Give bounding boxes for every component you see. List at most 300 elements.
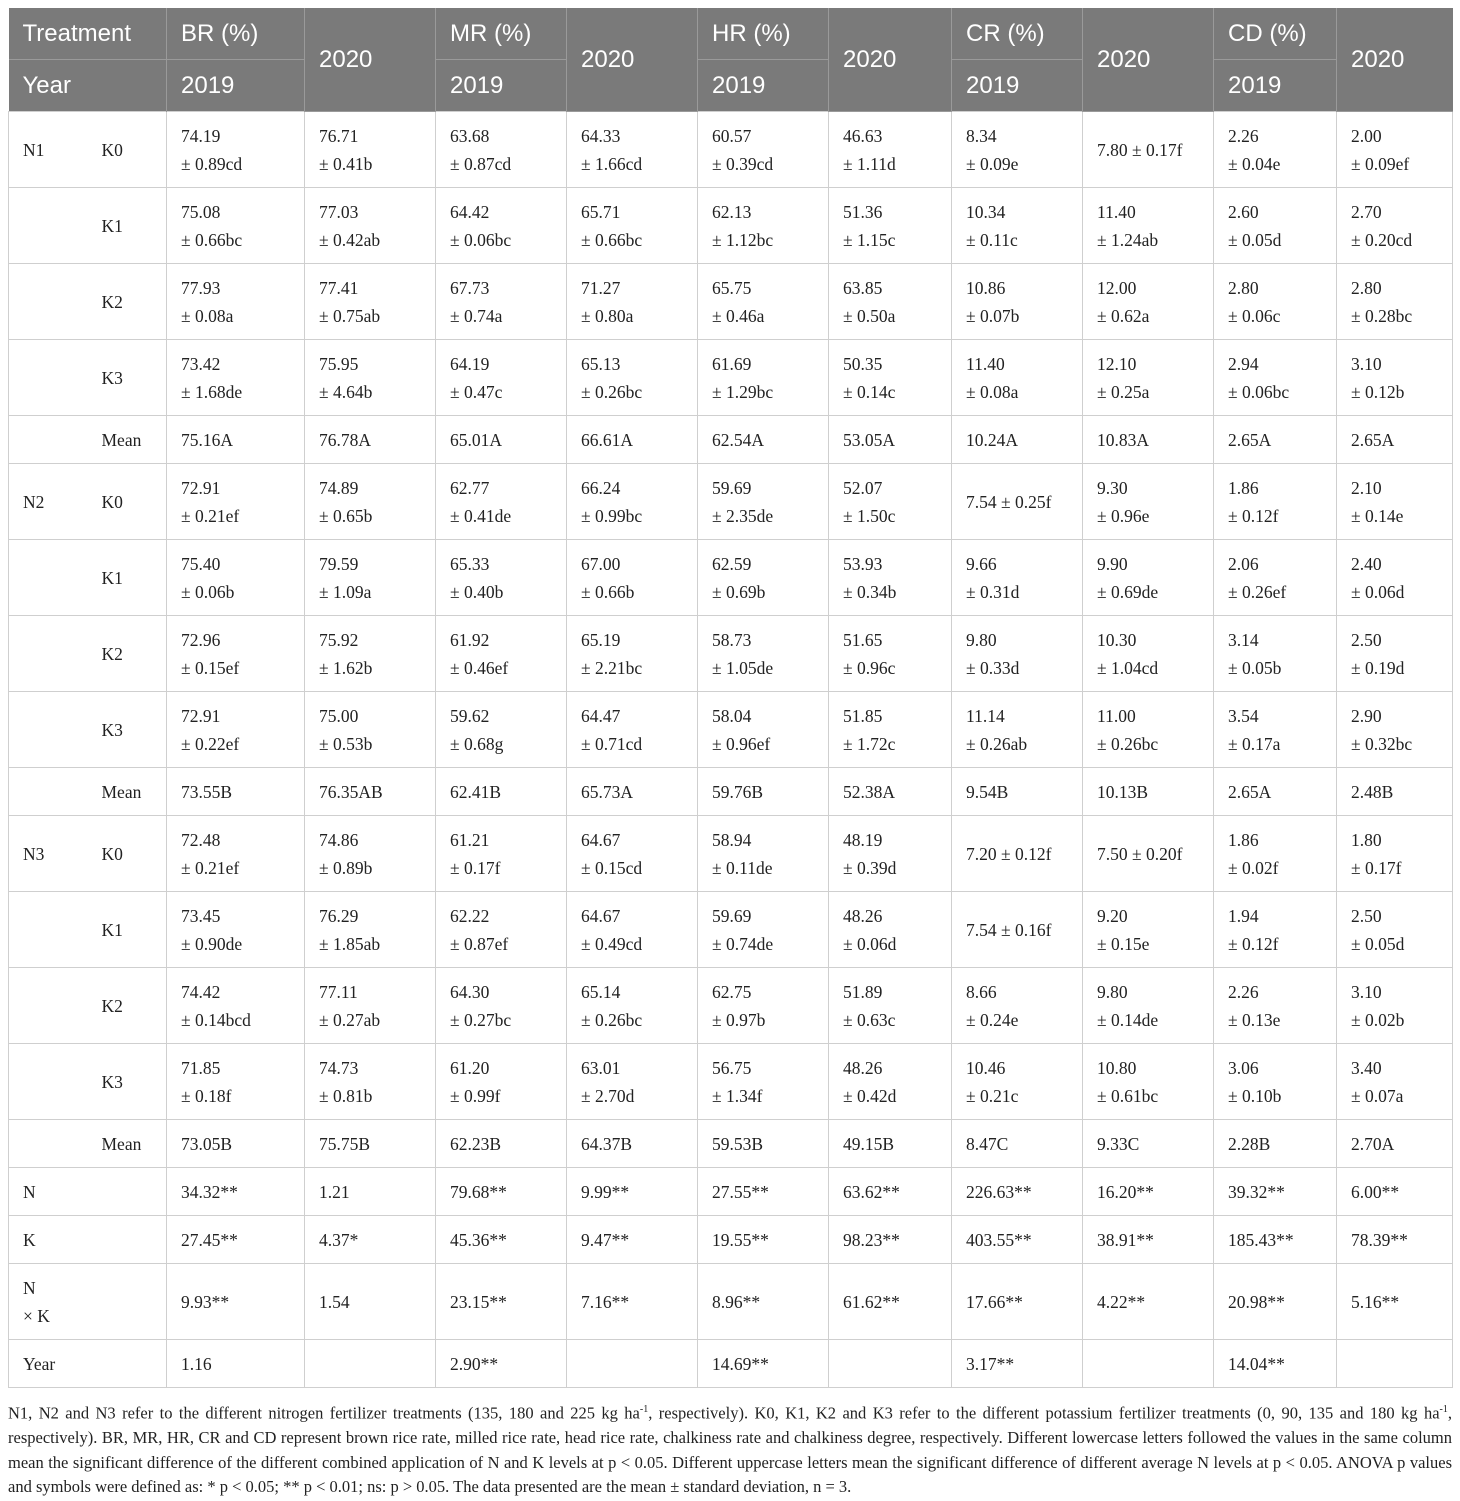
cell-deviation: ± 0.46a [712,305,765,326]
cell-value: 3.10 [1351,353,1382,374]
cell-value: 62.23B [450,1133,502,1154]
cell-value: 74.89 [319,477,359,498]
data-cell [829,1340,952,1388]
data-cell [167,968,305,1044]
cell-value: 2.00 [1351,125,1382,146]
data-cell [167,540,305,616]
data-cell [829,968,952,1044]
cell-deviation: ± 1.68de [181,381,243,402]
cell-deviation: ± 0.62a [1097,305,1150,326]
data-cell [952,616,1083,692]
data-cell [829,464,952,540]
data-cell [167,464,305,540]
data-cell [305,464,436,540]
cell-value: 8.96** [712,1291,761,1312]
table-row [9,892,1453,968]
cell-value: 185.43** [1228,1229,1294,1250]
cell-value: 2.48B [1351,781,1394,802]
data-cell [698,1044,829,1120]
row-treatment-n: Year [9,1340,88,1388]
table-footnote [8,1398,1452,1500]
cell-deviation: ± 0.15cd [581,857,643,878]
cell-deviation: ± 0.69de [1097,581,1159,602]
cell-value: 2.94 [1228,353,1259,374]
table-row [9,1340,1453,1388]
header-hr-2020: 2020 [829,8,952,112]
data-cell [1214,340,1337,416]
cell-value: 71.27 [581,277,621,298]
cell-deviation: ± 0.63c [843,1009,896,1030]
cell-value: 59.69 [712,905,752,926]
data-cell [952,264,1083,340]
data-cell [167,768,305,816]
cell-deviation: ± 1.24ab [1097,229,1159,250]
cell-value: 27.45** [181,1229,238,1250]
data-cell [567,112,698,188]
cell-deviation: ± 1.15c [843,229,896,250]
row-treatment-n [9,188,88,264]
table-row [9,416,1453,464]
cell-deviation: ± 0.89b [319,857,373,878]
table-row [9,1216,1453,1264]
cell-deviation: ± 0.26ab [966,733,1028,754]
cell-deviation: ± 0.06b [181,581,235,602]
cell-deviation: ± 0.22ef [181,733,240,754]
cell-value: 58.73 [712,629,752,650]
data-cell [952,1340,1083,1388]
cell-deviation: ± 0.14bcd [181,1009,251,1030]
data-cell [1337,616,1453,692]
header-mr-2019: 2019 [436,60,567,112]
data-cell [436,968,567,1044]
cell-value: 2.50 [1351,905,1382,926]
header-cd-2020: 2020 [1337,8,1453,112]
cell-value: 73.05B [181,1133,233,1154]
cell-value: 73.55B [181,781,233,802]
data-cell [829,1168,952,1216]
cell-value: 3.40 [1351,1057,1382,1078]
cell-value: 12.00 [1097,277,1137,298]
cell-deviation: ± 0.21ef [181,505,240,526]
data-cell [305,1120,436,1168]
data-cell [952,1044,1083,1120]
data-cell [167,1120,305,1168]
cell-value: 1.21 [319,1181,350,1202]
cell-value: 76.78A [319,429,372,450]
row-treatment-n: N [9,1168,88,1216]
cell-deviation: ± 0.39cd [712,153,774,174]
cell-deviation: ± 1.50c [843,505,896,526]
data-cell [1083,816,1214,892]
row-treatment-n [9,892,88,968]
table-row [9,1264,1453,1340]
header-br-2020: 2020 [305,8,436,112]
cell-value: 75.08 [181,201,221,222]
data-cell [305,340,436,416]
data-cell [698,816,829,892]
table-row [9,816,1453,892]
row-treatment-k: K3 [88,340,167,416]
data-cell [436,692,567,768]
table-row [9,968,1453,1044]
data-cell [1083,1216,1214,1264]
cell-deviation: ± 0.34b [843,581,897,602]
table-row [9,340,1453,416]
data-cell [567,616,698,692]
data-cell [1337,1168,1453,1216]
data-cell [567,1216,698,1264]
row-treatment-n [9,616,88,692]
data-cell [829,1044,952,1120]
cell-value: 7.54 ± 0.16f [966,919,1052,940]
cell-deviation: ± 1.04cd [1097,657,1159,678]
cell-deviation: ± 1.11d [843,153,896,174]
cell-deviation: ± 0.49cd [581,933,643,954]
cell-value: 49.15B [843,1133,895,1154]
cell-value: 61.69 [712,353,752,374]
cell-value: 79.59 [319,553,359,574]
header-cr: CR (%) [952,8,1083,60]
cell-deviation: ± 0.96ef [712,733,771,754]
data-cell [1337,188,1453,264]
cell-deviation: ± 2.21bc [581,657,643,678]
cell-deviation: ± 0.06d [843,933,897,954]
table-row [9,464,1453,540]
data-cell [829,264,952,340]
data-cell [167,892,305,968]
cell-deviation: ± 0.99bc [581,505,643,526]
cell-deviation: ± 0.02b [1351,1009,1405,1030]
data-cell [305,188,436,264]
cell-deviation: ± 0.27ab [319,1009,381,1030]
data-cell [436,768,567,816]
data-cell [305,1168,436,1216]
cell-deviation: ± 1.62b [319,657,373,678]
cell-value: 64.47 [581,705,621,726]
cell-value: 20.98** [1228,1291,1285,1312]
row-treatment-k: K1 [88,892,167,968]
data-cell [698,968,829,1044]
cell-deviation: ± 0.40b [450,581,504,602]
cell-value: 3.54 [1228,705,1259,726]
row-treatment-k: K1 [88,188,167,264]
cell-value: 2.40 [1351,553,1382,574]
cell-value: 66.61A [581,429,634,450]
row-treatment-k: K1 [88,540,167,616]
data-cell [698,1340,829,1388]
row-treatment-n [9,692,88,768]
cell-deviation: ± 0.11c [966,229,1018,250]
cell-value: 2.50 [1351,629,1382,650]
data-cell [436,616,567,692]
data-cell [1214,188,1337,264]
cell-value: 61.92 [450,629,490,650]
cell-value: 34.32** [181,1181,238,1202]
cell-deviation: ± 0.26bc [581,381,643,402]
data-cell [436,892,567,968]
cell-value: 10.83A [1097,429,1150,450]
cell-value: 65.19 [581,629,621,650]
data-cell [1337,340,1453,416]
data-cell [167,616,305,692]
cell-value: 59.53B [712,1133,764,1154]
data-cell [1083,112,1214,188]
table-row [9,768,1453,816]
cell-deviation: ± 0.13e [1228,1009,1281,1030]
cell-value: 9.47** [581,1229,630,1250]
cell-deviation: ± 0.21ef [181,857,240,878]
data-cell [567,968,698,1044]
cell-value: 11.40 [1097,201,1136,222]
header-br-2019: 2019 [167,60,305,112]
table-row [9,1044,1453,1120]
row-treatment-n [9,768,88,816]
cell-value: 77.93 [181,277,221,298]
cell-value: 75.95 [319,353,359,374]
data-cell [567,892,698,968]
cell-value: 6.00** [1351,1181,1400,1202]
row-label-line: × K [23,1305,50,1326]
cell-value: 65.01A [450,429,503,450]
cell-value: 9.99** [581,1181,630,1202]
data-cell [436,112,567,188]
cell-value: 1.94 [1228,905,1259,926]
data-cell [1214,768,1337,816]
data-cell [567,768,698,816]
cell-value: 58.94 [712,829,752,850]
data-cell [436,540,567,616]
data-cell [1083,340,1214,416]
table-row [9,1120,1453,1168]
cell-deviation: ± 0.50a [843,305,896,326]
cell-value: 72.91 [181,477,221,498]
data-cell [436,416,567,464]
cell-value: 9.30 [1097,477,1128,498]
cell-deviation: ± 0.14e [1351,505,1404,526]
cell-value: 72.48 [181,829,221,850]
data-cell [305,540,436,616]
cell-deviation: ± 0.31d [966,581,1020,602]
data-cell [829,188,952,264]
data-cell [1083,616,1214,692]
cell-value: 61.21 [450,829,490,850]
cell-value: 64.33 [581,125,621,146]
row-treatment-n [9,968,88,1044]
cell-deviation: ± 0.05b [1228,657,1282,678]
row-treatment-n [9,264,88,340]
cell-value: 23.15** [450,1291,507,1312]
data-cell [829,1120,952,1168]
cell-value: 1.54 [319,1291,350,1312]
cell-deviation: ± 0.19d [1351,657,1405,678]
cell-value: 403.55** [966,1229,1032,1250]
cell-value: 62.59 [712,553,752,574]
cell-value: 5.16** [1351,1291,1400,1312]
cell-deviation: ± 0.71cd [581,733,643,754]
data-cell [952,1168,1083,1216]
cell-value: 51.65 [843,629,883,650]
cell-value: 2.80 [1228,277,1259,298]
cell-value: 56.75 [712,1057,752,1078]
cell-value: 73.42 [181,353,221,374]
cell-deviation: ± 0.66bc [581,229,643,250]
data-cell [167,1264,305,1340]
cell-deviation: ± 0.14de [1097,1009,1159,1030]
cell-deviation: ± 0.74de [712,933,774,954]
data-cell [1337,1340,1453,1388]
cell-value: 9.80 [966,629,997,650]
cell-value: 62.75 [712,981,752,1002]
cell-value: 62.22 [450,905,490,926]
cell-value: 7.54 ± 0.25f [966,491,1052,512]
cell-value: 14.04** [1228,1353,1285,1374]
row-treatment-k: K2 [88,616,167,692]
cell-deviation: ± 0.09e [966,153,1019,174]
cell-value: 2.26 [1228,125,1259,146]
data-cell [829,692,952,768]
cell-value: 2.10 [1351,477,1382,498]
row-treatment-k [88,1168,167,1216]
cell-value: 19.55** [712,1229,769,1250]
cell-deviation: ± 1.66cd [581,153,643,174]
cell-value: 2.65A [1228,429,1272,450]
cell-value: 65.14 [581,981,621,1002]
row-label-line: N [23,1277,36,1298]
header-mr-2020: 2020 [567,8,698,112]
data-cell [1214,892,1337,968]
cell-value: 4.37* [319,1229,359,1250]
cell-deviation: ± 0.12b [1351,381,1405,402]
data-cell [167,816,305,892]
cell-deviation: ± 0.04e [1228,153,1281,174]
data-cell [829,892,952,968]
cell-value: 66.24 [581,477,621,498]
data-cell [698,416,829,464]
cell-value: 11.14 [966,705,1005,726]
cell-value: 9.33C [1097,1133,1140,1154]
table-row [9,264,1453,340]
cell-value: 76.71 [319,125,359,146]
cell-value: 14.69** [712,1353,769,1374]
data-cell [567,188,698,264]
header-treatment: Treatment [9,8,167,60]
row-treatment-n [9,416,88,464]
data-cell [436,1340,567,1388]
cell-value: 64.67 [581,829,621,850]
data-cell [1083,1264,1214,1340]
data-cell [1337,1044,1453,1120]
cell-value: 7.80 ± 0.17f [1097,139,1183,160]
header-row-2 [9,60,1453,112]
cell-value: 46.63 [843,125,883,146]
cell-value: 17.66** [966,1291,1023,1312]
data-cell [1214,112,1337,188]
cell-deviation: ± 2.70d [581,1085,635,1106]
data-cell [698,264,829,340]
cell-value: 8.66 [966,981,997,1002]
data-cell [436,340,567,416]
data-cell [952,540,1083,616]
cell-deviation: ± 0.09ef [1351,153,1410,174]
cell-value: 64.19 [450,353,490,374]
table-row [9,692,1453,768]
cell-value: 58.04 [712,705,752,726]
data-cell [567,816,698,892]
cell-value: 63.85 [843,277,883,298]
header-cr-2020: 2020 [1083,8,1214,112]
cell-value: 74.19 [181,125,221,146]
cell-value: 2.65A [1228,781,1272,802]
footnote-part-2: , respectively). K0, K1, K2 and K3 refer to the different potassium fertilizer treatments (0, 90, 135 and 180 kg ha [648,1403,1440,1423]
cell-deviation: ± 0.61bc [1097,1085,1159,1106]
data-cell [698,692,829,768]
cell-deviation: ± 0.15ef [181,657,240,678]
cell-value: 4.22** [1097,1291,1146,1312]
cell-deviation: ± 0.08a [181,305,234,326]
cell-value: 3.06 [1228,1057,1259,1078]
data-cell [1337,1264,1453,1340]
cell-value: 7.50 ± 0.20f [1097,843,1183,864]
data-cell [698,1216,829,1264]
data-cell [1214,816,1337,892]
data-cell [305,112,436,188]
cell-value: 75.92 [319,629,359,650]
cell-deviation: ± 0.66bc [181,229,243,250]
header-cd-2019: 2019 [1214,60,1337,112]
footnote-sup-2: -1 [1439,1404,1448,1415]
data-cell [436,816,567,892]
data-cell [567,264,698,340]
cell-value: 64.30 [450,981,490,1002]
cell-value: 1.86 [1228,477,1259,498]
data-cell [1214,1264,1337,1340]
cell-value: 27.55** [712,1181,769,1202]
data-cell [305,892,436,968]
cell-value: 3.10 [1351,981,1382,1002]
cell-value: 75.75B [319,1133,371,1154]
data-cell [305,616,436,692]
cell-value: 2.70 [1351,201,1382,222]
cell-deviation: ± 0.17a [1228,733,1281,754]
cell-deviation: ± 0.06d [1351,581,1405,602]
cell-value: 98.23** [843,1229,900,1250]
data-cell [567,416,698,464]
data-cell [305,1340,436,1388]
cell-deviation: ± 0.96e [1097,505,1150,526]
cell-value: 62.41B [450,781,502,802]
cell-value: 11.40 [966,353,1005,374]
cell-value: 63.01 [581,1057,621,1078]
cell-value: 9.90 [1097,553,1128,574]
data-cell [952,112,1083,188]
cell-value: 12.10 [1097,353,1137,374]
cell-value: 10.34 [966,201,1006,222]
table-row [9,188,1453,264]
cell-value: 226.63** [966,1181,1032,1202]
data-cell [1083,1340,1214,1388]
row-treatment-k: K0 [88,816,167,892]
data-cell [436,188,567,264]
cell-deviation: ± 0.89cd [181,153,243,174]
header-cd: CD (%) [1214,8,1337,60]
cell-deviation: ± 0.28bc [1351,305,1413,326]
data-cell [567,1340,698,1388]
row-treatment-k: K0 [88,112,167,188]
data-cell [1337,264,1453,340]
data-cell [952,968,1083,1044]
table-row [9,540,1453,616]
data-cell [567,1044,698,1120]
